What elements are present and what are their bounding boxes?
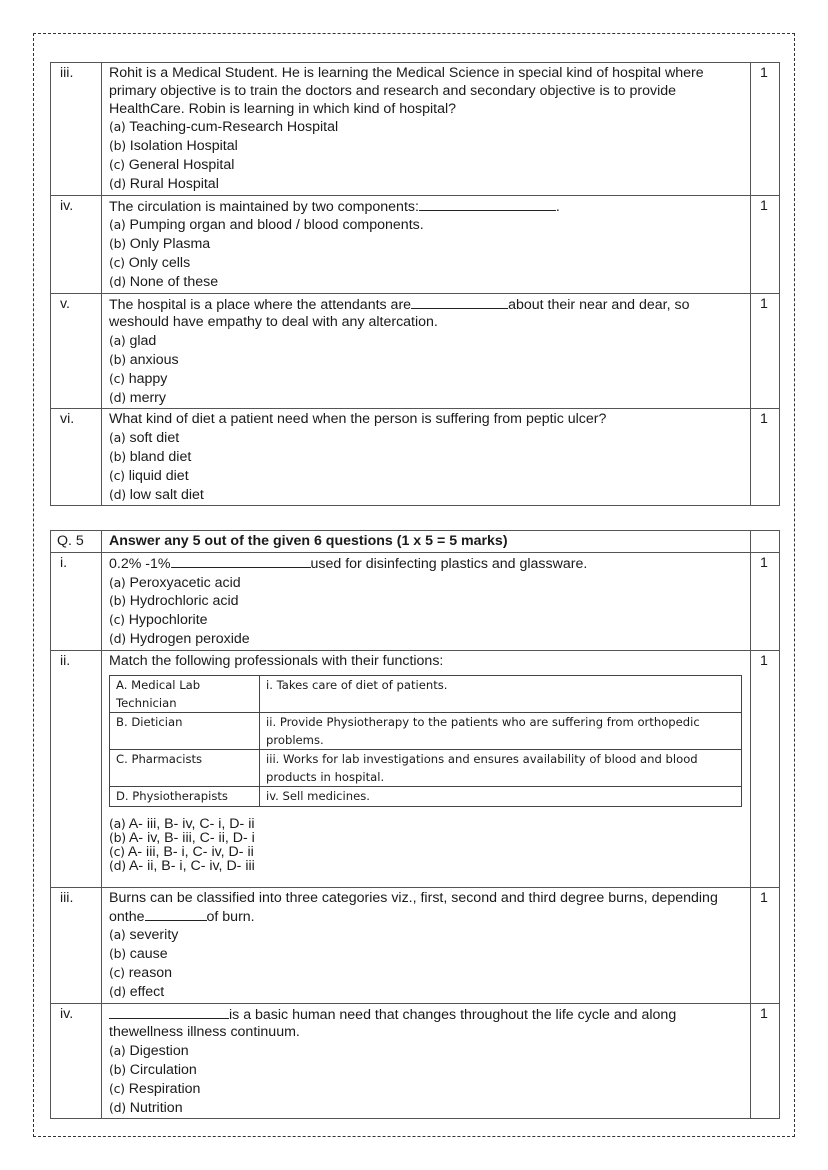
answer-blank [109,1006,229,1019]
question-number: iv. [51,195,102,293]
option-c[interactable]: (c) happy [109,370,168,387]
match-left: C. Pharmacists [110,749,260,786]
option-a[interactable]: (a) Digestion [109,1043,189,1060]
question-row [51,650,780,887]
question-body [102,63,751,196]
question-number: iii. [51,887,102,1003]
question-body [102,293,751,409]
question-text: Burns can be classified into three categories viz., first, second and third degree burns, depending onthe of burn. [109,889,718,925]
option-d[interactable]: (d) Rural Hospital [109,175,219,192]
option-c[interactable]: (c) Only cells [109,254,191,271]
question-text: 0.2% -1% used for disinfecting plastics and glassware. [109,555,588,572]
answer-blank [171,555,311,568]
question-number: iv. [51,1003,102,1119]
option-b[interactable]: (b) anxious [109,351,179,368]
match-row [110,786,742,806]
option-d[interactable]: (d) low salt diet [109,486,204,503]
match-row [110,749,742,786]
match-table [109,675,742,807]
question-body [102,552,751,650]
match-left: B. Dietician [110,712,260,749]
question-row [51,293,780,409]
option-d[interactable]: (d) None of these [109,273,219,290]
option-a[interactable]: (a) soft diet [109,430,180,447]
option-b[interactable]: (b) bland diet [109,448,192,465]
match-right: i. Takes care of diet of patients. [260,675,742,712]
question-marks: 1 [751,195,780,293]
option-c[interactable]: (c) A- iii, B- i, C- iv, D- ii [109,844,254,861]
section-header-row [51,531,780,553]
match-right: iv. Sell medicines. [260,786,742,806]
section-heading: Answer any 5 out of the given 6 questions (1 x 5 = 5 marks) [102,531,751,553]
match-row [110,712,742,749]
option-a[interactable]: (a) severity [109,927,179,944]
option-a[interactable]: (a) A- iii, B- iv, C- i, D- ii [109,815,255,832]
question-text: Rohit is a Medical Student. He is learning the Medical Science in special kind of hospital where primary objective is to train the doctors and research and secondary objective is to provide HealthCare. Robin is learning in which kind of hospital? [109,65,704,117]
question-row [51,1003,780,1119]
question-table-section-4 [50,62,780,506]
question-body [102,409,751,506]
option-a[interactable]: (a) Peroxyacetic acid [109,574,241,591]
question-marks: 1 [751,293,780,409]
question-row [51,887,780,1003]
match-left: D. Physiotherapists [110,786,260,806]
option-b[interactable]: (b) Hydrochloric acid [109,593,239,610]
question-text: is a basic human need that changes throughout the life cycle and along thewellness illness continuum. [109,1006,677,1041]
option-d[interactable]: (d) Hydrogen peroxide [109,630,250,647]
option-b[interactable]: (b) cause [109,946,168,963]
option-d[interactable]: (d) Nutrition [109,1099,183,1116]
option-d[interactable]: (d) A- ii, B- i, C- iv, D- iii [109,858,255,875]
question-marks: 1 [751,650,780,887]
option-c[interactable]: (c) Respiration [109,1080,201,1097]
question-number: ii. [51,650,102,887]
question-body [102,1003,751,1119]
question-text: Match the following professionals with their functions: [109,652,444,669]
match-right: iii. Works for lab investigations and ensures availability of blood and blood products in hospital. [260,749,742,786]
option-a[interactable]: (a) glad [109,333,157,350]
option-b[interactable]: (b) Isolation Hospital [109,138,238,155]
question-text: What kind of diet a patient need when the person is suffering from peptic ulcer? [109,411,607,428]
question-row [51,63,780,196]
option-a[interactable]: (a) Teaching-cum-Research Hospital [109,119,339,136]
question-text: The hospital is a place where the attendants are about their near and dear, so weshould have empathy to deal with any altercation. [109,296,690,331]
section-number: Q. 5 [51,531,102,553]
section-marks-empty [751,531,780,553]
option-a[interactable]: (a) Pumping organ and blood / blood components. [109,217,424,234]
option-b[interactable]: (b) A- iv, B- iii, C- ii, D- i [109,829,255,846]
answer-blank [419,198,556,211]
question-table-section-5 [50,530,780,1119]
question-body [102,195,751,293]
question-row [51,409,780,506]
answer-blank [145,908,207,921]
question-marks: 1 [751,1003,780,1119]
match-right: ii. Provide Physiotherapy to the patients who are suffering from orthopedic problems. [260,712,742,749]
question-row [51,195,780,293]
question-body [102,887,751,1003]
answer-blank [411,296,508,309]
question-number: vi. [51,409,102,506]
question-body [102,650,751,887]
match-left: A. Medical Lab Technician [110,675,260,712]
question-number: v. [51,293,102,409]
option-d[interactable]: (d) merry [109,389,167,406]
option-b[interactable]: (b) Circulation [109,1061,197,1078]
option-b[interactable]: (b) Only Plasma [109,236,211,253]
option-d[interactable]: (d) effect [109,983,165,1000]
question-number: iii. [51,63,102,196]
question-marks: 1 [751,887,780,1003]
question-number: i. [51,552,102,650]
match-row [110,675,742,712]
option-c[interactable]: (c) General Hospital [109,156,235,173]
option-c[interactable]: (c) reason [109,964,173,981]
question-marks: 1 [751,63,780,196]
question-marks: 1 [751,552,780,650]
option-c[interactable]: (c) liquid diet [109,467,189,484]
option-c[interactable]: (c) Hypochlorite [109,612,208,629]
question-row [51,552,780,650]
question-text: The circulation is maintained by two components: . [109,198,560,215]
question-marks: 1 [751,409,780,506]
